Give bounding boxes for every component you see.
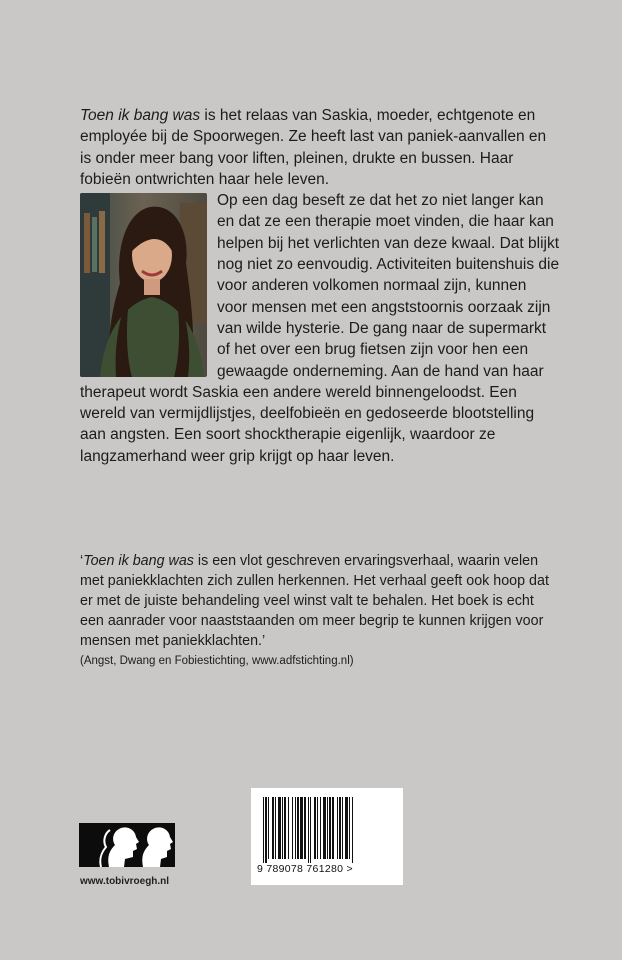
author-photo xyxy=(80,193,207,377)
barcode xyxy=(251,788,403,885)
review-text: ‘Toen ik bang was is een vlot geschreven ervaringsverhaal, waarin velen met paniekklachten zich zullen herkennen. Het verhaal geeft ook hoop dat er met de juiste behandeling veel winst valt te behalen. Het boek is echt een aanrader voor naaststaanden om meer begrip te kunnen krijgen voor mensen met paniekklachten.’ xyxy=(80,553,549,649)
publisher-logo-icon xyxy=(79,823,175,867)
blurb-paragraph-1: Toen ik bang was is het relaas van Saskia, moeder, echtgenote en employée bij de Spoorwegen. Ze heeft last van paniek-aanvallen en is onder meer bang voor liften, pleinen, drukte en bussen. Haar fobieën ontwrichten haar hele leven. xyxy=(80,107,547,188)
review-source: (Angst, Dwang en Fobiestichting, www.adfstichting.nl) xyxy=(80,655,354,667)
blurb-text xyxy=(80,105,560,467)
isbn-number: 9 789078 761280 > xyxy=(257,863,353,875)
publisher-logo xyxy=(79,823,175,872)
publisher-website: www.tobivroegh.nl xyxy=(80,876,170,887)
review-quote xyxy=(80,551,560,669)
blurb-paragraph-2: Op een dag beseft ze dat het zo niet langer kan en dat ze een therapie moet vinden, die haar kan helpen bij het verlichten van deze kwaal. Dat blijkt nog niet zo eenvoudig. Activiteiten buitenshuis die voor anderen volkomen normaal zijn, kunnen voor mensen met een angststoornis oorzaak zijn van wilde hysterie. De gang naar de supermarkt of het over een brug fietsen zijn voor hen een gewaagde onderneming. Aan de hand van haar therapeut wordt Saskia een andere wereld binnengeloodst. Een wereld van vermijdlijstjes, deelfobieën en gedoseerde blootstelling aan angsten. Een soort shocktherapie eigenlijk, waardoor ze langzamerhand weer grip krijgt op haar leven. xyxy=(80,192,560,465)
review-book-title: Toen ik bang was xyxy=(83,553,194,569)
book-title: Toen ik bang was xyxy=(80,107,201,124)
barcode-bars xyxy=(261,797,393,863)
